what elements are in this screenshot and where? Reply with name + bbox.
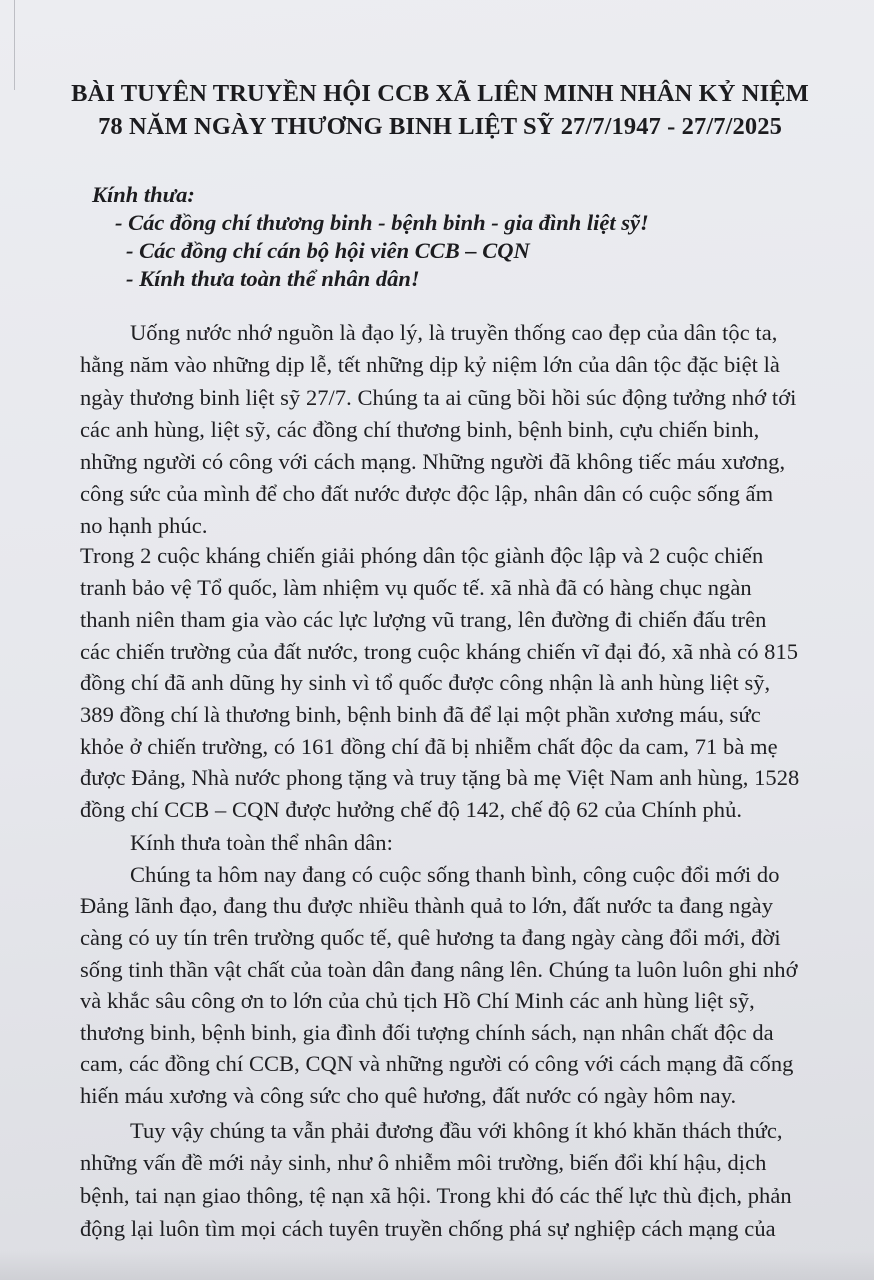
body-line: sống tinh thần vật chất của toàn dân đang nâng lên. Chúng ta luôn luôn ghi nhớ bbox=[80, 957, 798, 982]
body-line: 389 đồng chí là thương binh, bệnh binh đã để lại một phần xương máu, sức bbox=[80, 702, 761, 727]
body-line: Đảng lãnh đạo, đang thu được nhiều thành quả to lớn, đất nước ta đang ngày bbox=[80, 893, 773, 918]
salutation-item: - Các đồng chí cán bộ hội viên CCB – CQN bbox=[126, 238, 530, 263]
body-line: các chiến trường của đất nước, trong cuộc kháng chiến vĩ đại đó, xã nhà có 815 bbox=[80, 639, 799, 664]
body-line: những vấn đề mới nảy sinh, như ô nhiễm môi trường, biến đổi khí hậu, dịch bbox=[80, 1150, 767, 1175]
page-fold-edge bbox=[0, 0, 15, 90]
body-line: Tuy vậy chúng ta vẫn phải đương đầu với không ít khó khăn thách thức, bbox=[130, 1118, 783, 1143]
body-line: được Đảng, Nhà nước phong tặng và truy tặng bà mẹ Việt Nam anh hùng, 1528 bbox=[80, 765, 800, 790]
body-line: và khắc sâu công ơn to lớn của chủ tịch Hồ Chí Minh các anh hùng liệt sỹ, bbox=[80, 988, 755, 1013]
document-title-line-1: BÀI TUYÊN TRUYỀN HỘI CCB XÃ LIÊN MINH NHÂN KỶ NIỆM bbox=[71, 80, 809, 107]
document-title-line-2: 78 NĂM NGÀY THƯƠNG BINH LIỆT SỸ 27/7/1947 - 27/7/2025 bbox=[98, 113, 782, 140]
body-line: các anh hùng, liệt sỹ, các đồng chí thương binh, bệnh binh, cựu chiến binh, bbox=[80, 417, 760, 442]
body-line: cam, các đồng chí CCB, CQN và những người có công với cách mạng đã cống bbox=[80, 1051, 794, 1076]
body-line: Trong 2 cuộc kháng chiến giải phóng dân tộc giành độc lập và 2 cuộc chiến bbox=[80, 543, 764, 568]
body-line: Kính thưa toàn thể nhân dân: bbox=[130, 830, 393, 855]
body-line: những người có công với cách mạng. Những người đã không tiếc máu xương, bbox=[80, 449, 786, 474]
page-bottom-shadow bbox=[0, 1250, 874, 1280]
body-line: càng có uy tín trên trường quốc tế, quê hương ta đang ngày càng đổi mới, đời bbox=[80, 925, 781, 950]
body-line: Uống nước nhớ nguồn là đạo lý, là truyền thống cao đẹp của dân tộc ta, bbox=[130, 320, 778, 345]
body-line: khỏe ở chiến trường, có 161 đồng chí đã bị nhiễm chất độc da cam, 71 bà mẹ bbox=[80, 734, 778, 759]
body-line: động lại luôn tìm mọi cách tuyên truyền chống phá sự nghiệp cách mạng của bbox=[80, 1216, 776, 1241]
salutation-item: - Kính thưa toàn thể nhân dân! bbox=[126, 266, 420, 291]
salutation-heading: Kính thưa: bbox=[92, 182, 195, 207]
body-line: ngày thương binh liệt sỹ 27/7. Chúng ta ai cũng bồi hồi súc động tưởng nhớ tới bbox=[80, 385, 797, 410]
body-line: đồng chí đã anh dũng hy sinh vì tổ quốc được công nhận là anh hùng liệt sỹ, bbox=[80, 670, 771, 695]
body-line: thanh niên tham gia vào các lực lượng vũ trang, lên đường đi chiến đấu trên bbox=[80, 607, 767, 632]
body-line: no hạnh phúc. bbox=[80, 513, 208, 538]
body-line: đồng chí CCB – CQN được hưởng chế độ 142, chế độ 62 của Chính phủ. bbox=[80, 797, 743, 822]
body-line: thương binh, bệnh binh, gia đình đối tượng chính sách, nạn nhân chất độc da bbox=[80, 1020, 774, 1045]
salutation-item: - Các đồng chí thương binh - bệnh binh - gia đình liệt sỹ! bbox=[115, 210, 649, 235]
body-line: hiến máu xương và công sức cho quê hương, đất nước có ngày hôm nay. bbox=[80, 1083, 737, 1108]
body-line: Chúng ta hôm nay đang có cuộc sống thanh bình, công cuộc đổi mới do bbox=[130, 862, 780, 887]
body-line: công sức của mình để cho đất nước được độc lập, nhân dân có cuộc sống ấm bbox=[80, 481, 774, 506]
body-line: bệnh, tai nạn giao thông, tệ nạn xã hội. Trong khi đó các thế lực thù địch, phản bbox=[80, 1183, 792, 1208]
body-line: tranh bảo vệ Tổ quốc, làm nhiệm vụ quốc tế. xã nhà đã có hàng chục ngàn bbox=[80, 575, 752, 600]
body-line: hằng năm vào những dịp lễ, tết những dịp kỷ niệm lớn của dân tộc đặc biệt là bbox=[80, 352, 780, 377]
